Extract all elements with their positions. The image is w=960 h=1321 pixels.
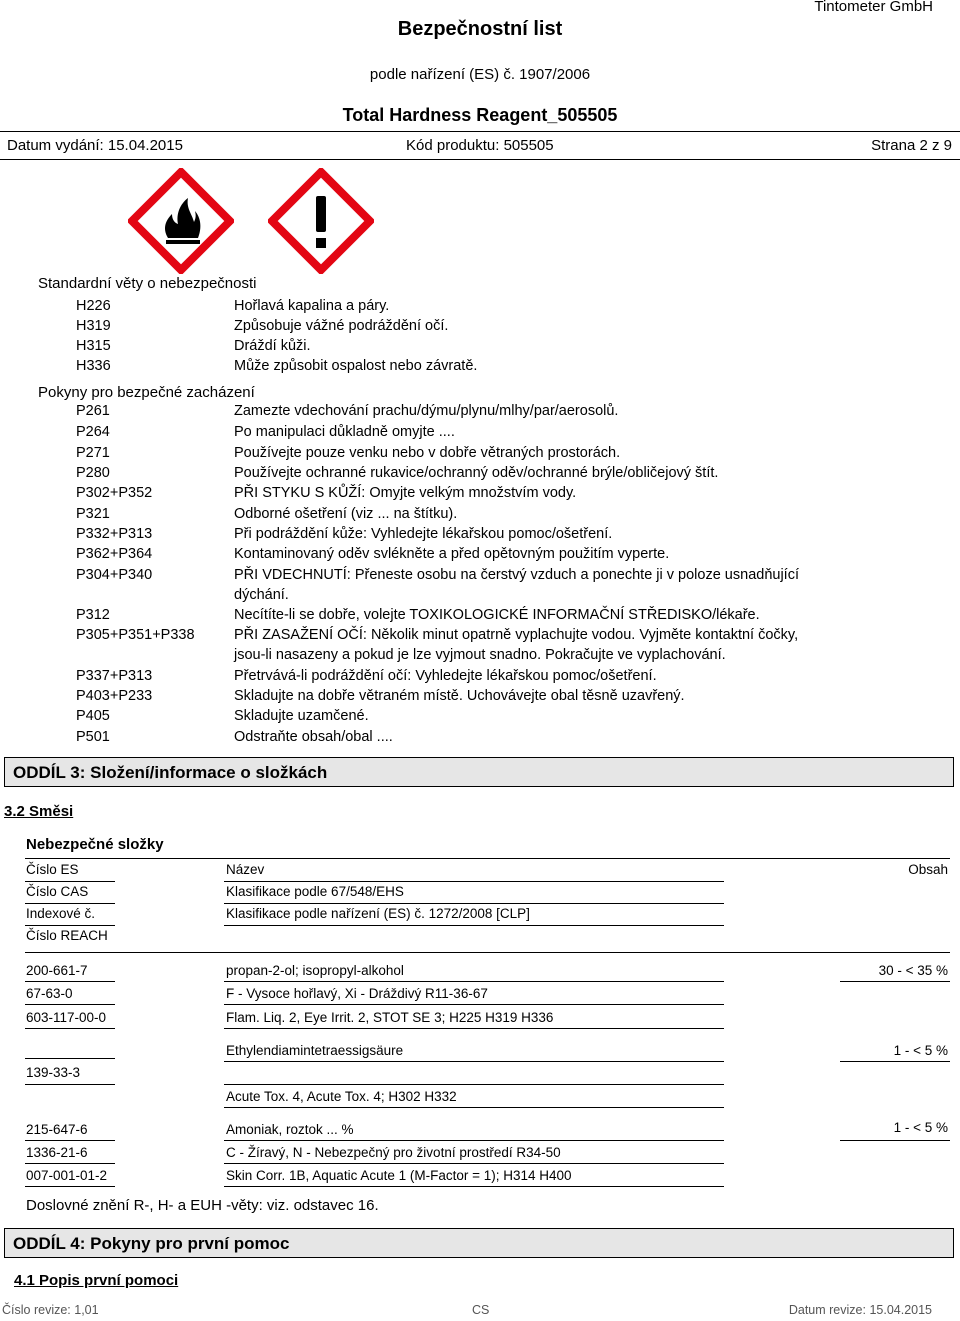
precaution-code: P305+P351+P338 <box>76 627 195 643</box>
row-line <box>224 1028 724 1029</box>
hazard-heading: Standardní věty o nebezpečnosti <box>38 275 257 292</box>
row-line <box>224 1140 724 1141</box>
product-name: Total Hardness Reagent_505505 <box>342 105 618 125</box>
precaution-text: Při podráždění kůže: Vyhledejte lékařskou pomoc/ošetření. <box>234 526 613 542</box>
row-content: 30 - < 35 % <box>878 963 948 978</box>
subsection-3-2: 3.2 Směsi <box>4 803 74 820</box>
precaution-text: PŘI VDECHNUTÍ: Přeneste osobu na čerstvý vzduch a ponechte ji v poloze usnadňující <box>234 567 799 583</box>
precaution-code: P405 <box>76 708 110 724</box>
row-line <box>25 981 115 982</box>
row-class-clp: Skin Corr. 1B, Aquatic Acute 1 (M-Factor = 1); H314 H400 <box>226 1168 572 1183</box>
row-cas-number: 67-63-0 <box>26 986 73 1001</box>
precaution-heading: Pokyny pro bezpečné zacházení <box>38 384 255 401</box>
issue-date: Datum vydání: 15.04.2015 <box>7 137 183 154</box>
row-ec-number: 215-647-6 <box>26 1122 88 1137</box>
row-line <box>25 1163 115 1164</box>
hazard-code: H315 <box>76 338 111 354</box>
product-code: Kód produktu: 505505 <box>406 137 554 154</box>
header-divider-bottom <box>0 159 960 160</box>
precaution-text: PŘI ZASAŽENÍ OČÍ: Několik minut opatrně vyplachujte vodou. Vyjměte kontaktní čočky, <box>234 627 799 643</box>
precaution-text: Kontaminovaný oděv svlékněte a před opětovným použitím vyperte. <box>234 546 670 562</box>
row-class-clp: Flam. Liq. 2, Eye Irrit. 2, STOT SE 3; H225 H319 H336 <box>226 1010 554 1025</box>
row-line <box>224 1186 724 1187</box>
row-line <box>25 1084 115 1085</box>
precaution-text: Skladujte na dobře větraném místě. Uchovávejte obal těsně uzavřený. <box>234 688 685 704</box>
row-line <box>25 1186 115 1187</box>
precaution-code: P337+P313 <box>76 668 153 684</box>
page-number: Strana 2 z 9 <box>871 137 952 154</box>
hazard-text: Dráždí kůži. <box>234 338 311 354</box>
precaution-text: Používejte pouze venku nebo v dobře větraných prostorách. <box>234 445 621 461</box>
revision-number: Číslo revize: 1,01 <box>2 1303 99 1317</box>
precaution-text: PŘI STYKU S KŮŽÍ: Omyjte velkým množstvím vody. <box>234 485 577 501</box>
header-sep-6 <box>224 925 724 926</box>
row-line <box>840 1061 950 1062</box>
language-code: CS <box>472 1303 490 1317</box>
row-line <box>840 981 950 982</box>
hazard-code: H336 <box>76 358 111 374</box>
precaution-code: P261 <box>76 403 110 419</box>
precaution-code: P332+P313 <box>76 526 153 542</box>
precaution-text: Používejte ochranné rukavice/ochranný oděv/ochranné brýle/obličejový štít. <box>234 465 719 481</box>
flame-icon <box>128 168 234 274</box>
header-sep-2 <box>25 903 115 904</box>
row-line <box>224 1084 724 1085</box>
col-header-reach: Číslo REACH <box>26 928 108 943</box>
precaution-code: P302+P352 <box>76 485 153 501</box>
precaution-code: P271 <box>76 445 110 461</box>
company-name: Tintometer GmbH <box>814 0 933 15</box>
section-4-header: ODDÍL 4: Pokyny pro první pomoc <box>4 1228 954 1258</box>
col-header-name: Název <box>226 862 265 877</box>
col-header-index: Indexové č. <box>26 906 96 921</box>
col-header-content: Obsah <box>908 862 948 877</box>
row-line <box>224 1061 724 1062</box>
row-line <box>224 1004 724 1005</box>
row-line <box>224 1163 724 1164</box>
precaution-text: Po manipulaci důkladně omyjte .... <box>234 424 455 440</box>
regulation: podle nařízení (ES) č. 1907/2006 <box>369 66 591 83</box>
precaution-code: P280 <box>76 465 110 481</box>
row-line <box>224 981 724 982</box>
row-cas-number: 1336-21-6 <box>26 1145 88 1160</box>
header-sep-4 <box>224 881 724 882</box>
row-line <box>25 1028 115 1029</box>
row-line <box>25 1004 115 1005</box>
precaution-code: P312 <box>76 607 110 623</box>
precaution-code: P321 <box>76 506 110 522</box>
precaution-text-continued: dýchání. <box>234 587 289 603</box>
revision-date: Datum revize: 15.04.2015 <box>788 1303 932 1317</box>
row-index-number: 603-117-00-0 <box>26 1010 107 1025</box>
row-line <box>25 1058 115 1059</box>
row-content: 1 - < 5 % <box>893 1043 948 1058</box>
row-cas-number: 139-33-3 <box>26 1065 81 1080</box>
header-divider-top <box>0 131 960 132</box>
hazard-code: H226 <box>76 298 111 314</box>
precaution-text: Odstraňte obsah/obal .... <box>234 729 393 745</box>
precaution-text: Zamezte vdechování prachu/dýmu/plynu/mlhy/par/aerosolů. <box>234 403 619 419</box>
subsection-4-1: 4.1 Popis první pomoci <box>14 1272 179 1289</box>
precaution-text: Přetrvává-li podráždění očí: Vyhledejte lékařskou pomoc/ošetření. <box>234 668 657 684</box>
precaution-text: Skladujte uzamčené. <box>234 708 369 724</box>
row-class-eu: F - Vysoce hořlavý, Xi - Dráždivý R11-36-67 <box>226 986 488 1001</box>
row-substance-name: Ethylendiamintetraessigsäure <box>226 1043 404 1058</box>
col-header-class-eu: Klasifikace podle 67/548/EHS <box>226 884 404 899</box>
hazard-text: Způsobuje vážné podráždění očí. <box>234 318 449 334</box>
row-line <box>840 1140 950 1141</box>
precaution-code: P403+P233 <box>76 688 153 704</box>
table-note: Doslovné znění R-, H- a EUH -věty: viz. odstavec 16. <box>26 1197 379 1214</box>
row-substance-name: propan-2-ol; isopropyl-alkohol <box>226 963 404 978</box>
precaution-text-continued: jsou-li nasazeny a pokud je lze vyjmout snadno. Pokračujte ve vyplachování. <box>234 647 726 663</box>
exclamation-icon <box>268 168 374 274</box>
precaution-code: P501 <box>76 729 110 745</box>
hazard-text: Hořlavá kapalina a páry. <box>234 298 390 314</box>
row-line <box>25 1140 115 1141</box>
precaution-text: Necítíte-li se dobře, volejte TOXIKOLOGICKÉ INFORMAČNÍ STŘEDISKO/lékaře. <box>234 607 760 623</box>
precaution-text: Odborné ošetření (viz ... na štítku). <box>234 506 458 522</box>
col-header-ec: Číslo ES <box>26 862 79 877</box>
table-header-border <box>25 952 950 953</box>
document-title: Bezpečnostní list <box>397 18 563 40</box>
row-line <box>224 1107 724 1108</box>
header-sep-5 <box>224 903 724 904</box>
hazard-code: H319 <box>76 318 111 334</box>
hazard-text: Může způsobit ospalost nebo závratě. <box>234 358 478 374</box>
table-heading: Nebezpečné složky <box>26 836 164 853</box>
row-index-number: 007-001-01-2 <box>26 1168 108 1183</box>
table-top-border <box>25 858 950 859</box>
col-header-cas: Číslo CAS <box>26 884 89 899</box>
section-3-header: ODDÍL 3: Složení/informace o složkách <box>4 757 954 787</box>
header-sep-3 <box>25 925 115 926</box>
row-class-eu: C - Žíravý, N - Nebezpečný pro životní prostředí R34-50 <box>226 1145 561 1160</box>
precaution-code: P362+P364 <box>76 546 153 562</box>
row-class-clp: Acute Tox. 4, Acute Tox. 4; H302 H332 <box>226 1089 457 1104</box>
row-content: 1 - < 5 % <box>893 1120 948 1135</box>
header-sep-1 <box>25 881 115 882</box>
precaution-code: P264 <box>76 424 110 440</box>
row-ec-number: 200-661-7 <box>26 963 88 978</box>
row-substance-name: Amoniak, roztok ... % <box>226 1122 354 1137</box>
col-header-class-clp: Klasifikace podle nařízení (ES) č. 1272/2008 [CLP] <box>226 906 530 921</box>
precaution-code: P304+P340 <box>76 567 153 583</box>
